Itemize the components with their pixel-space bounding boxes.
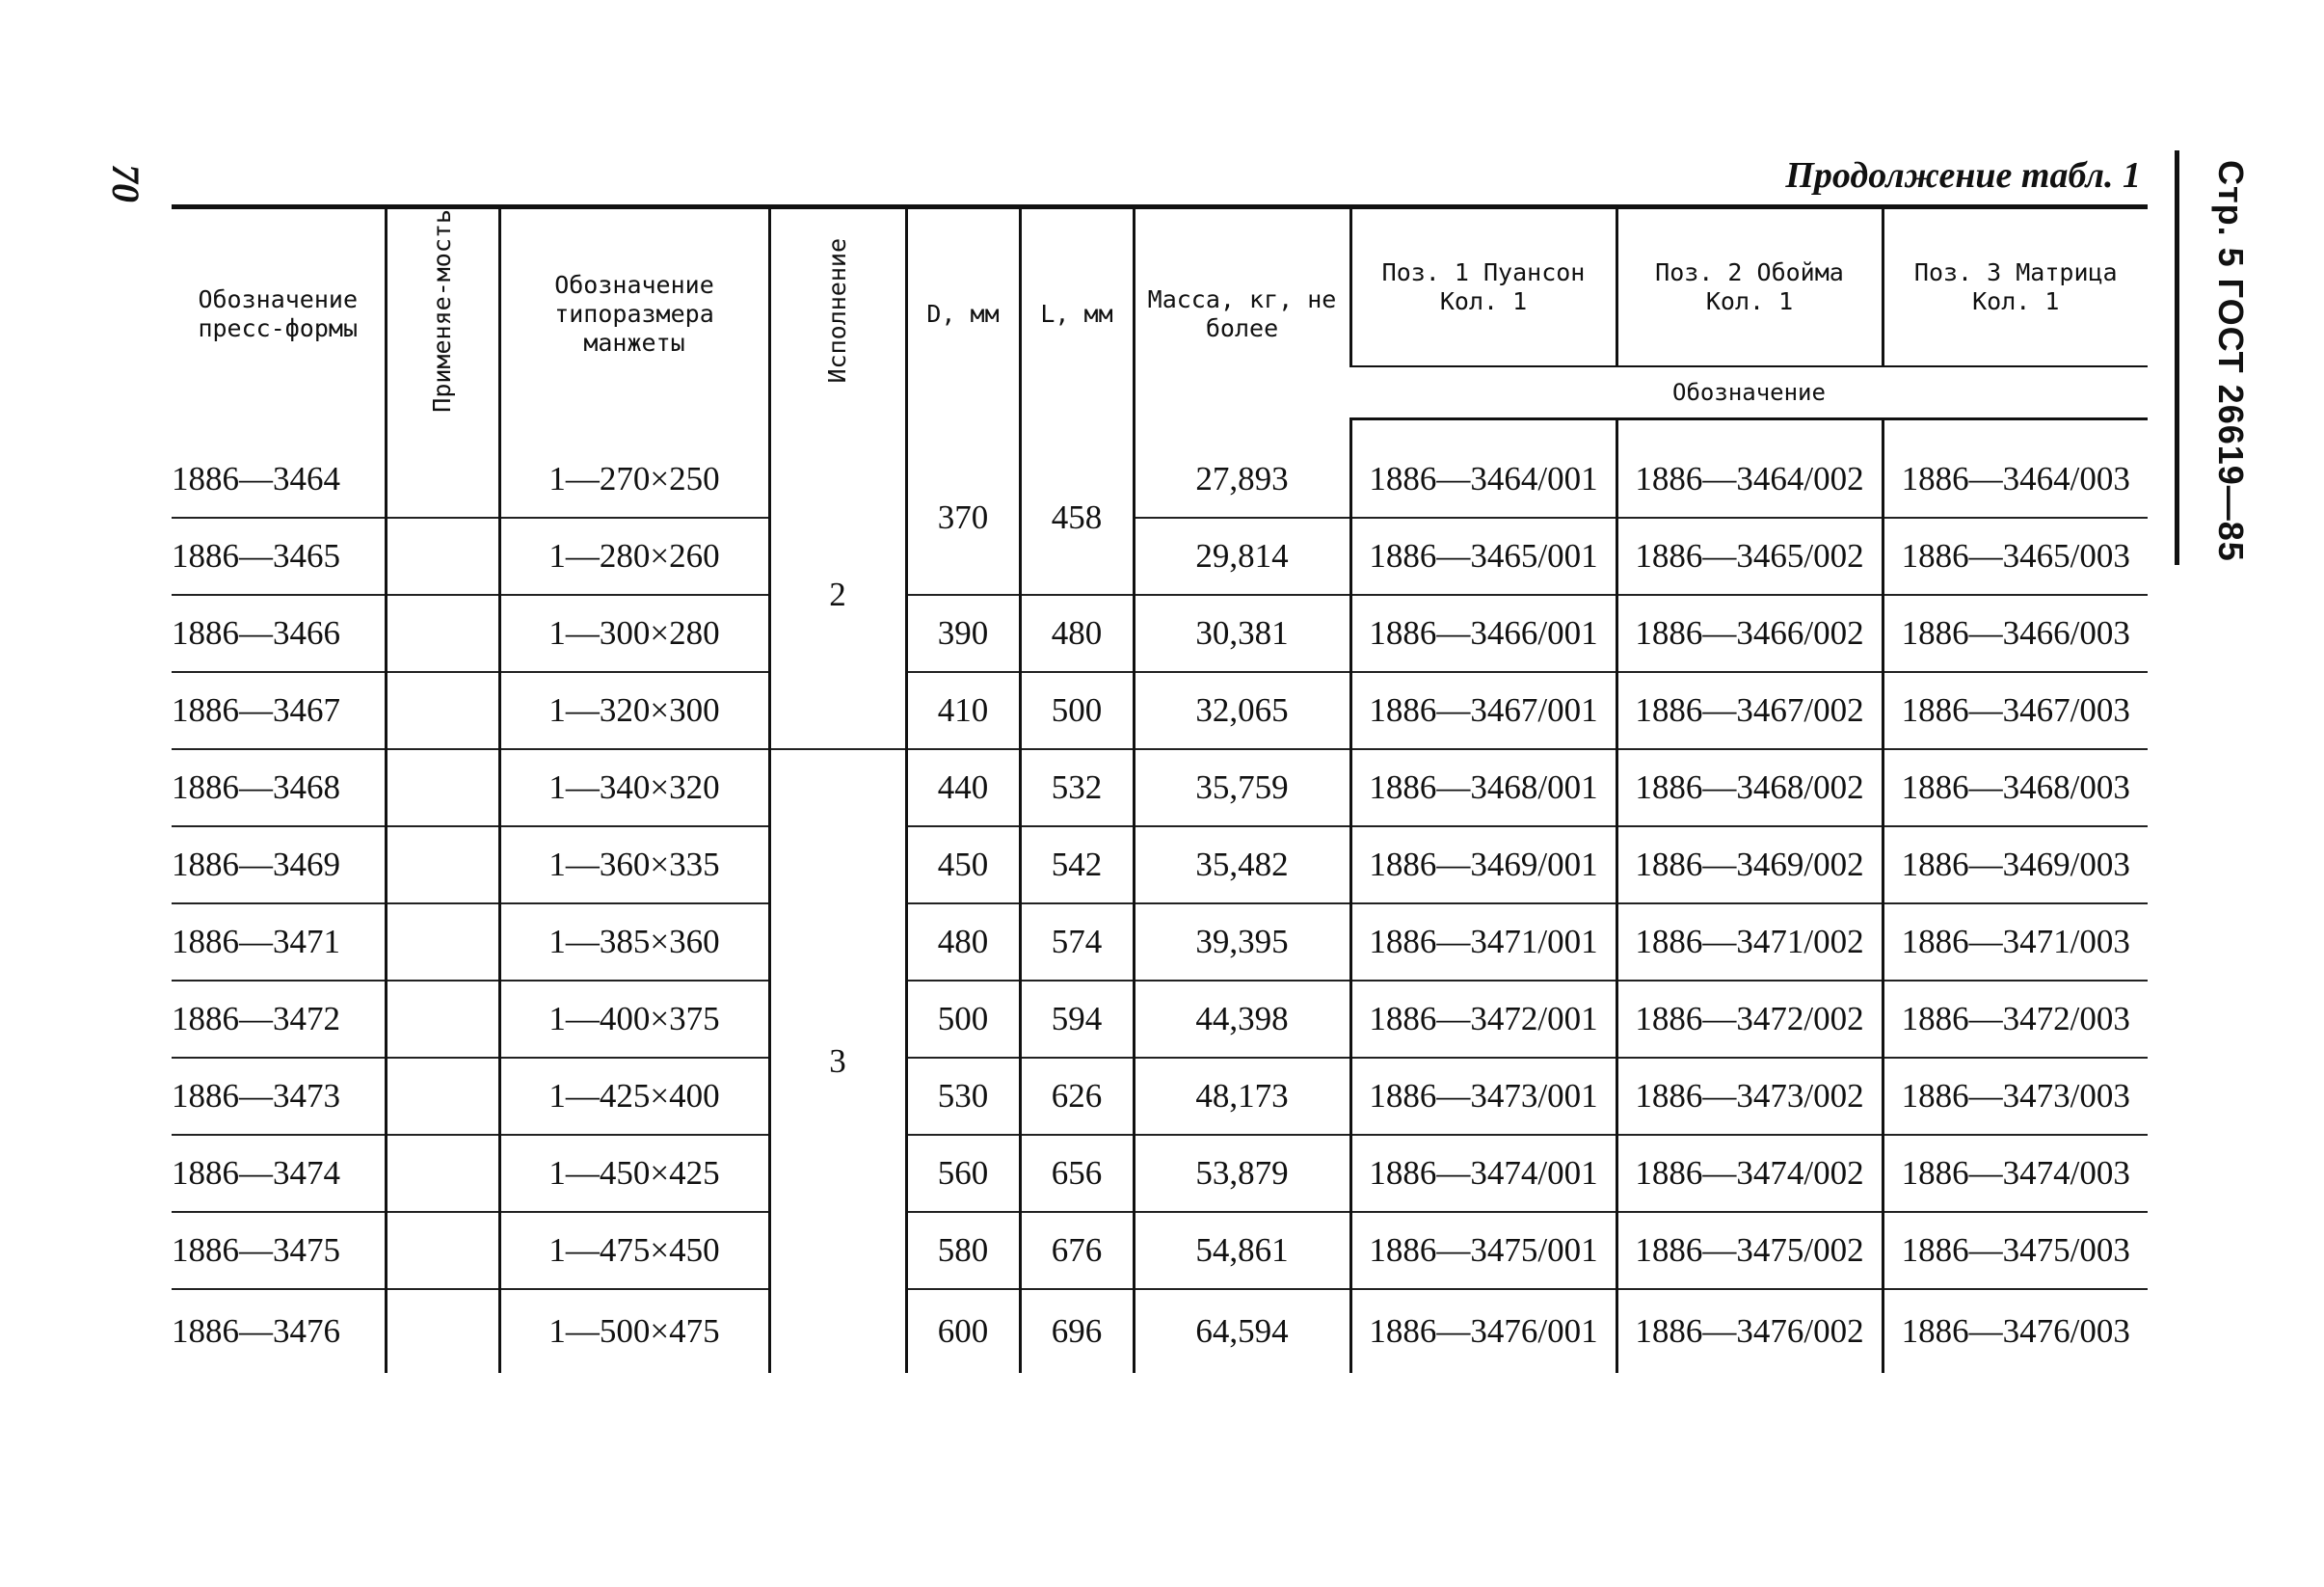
- header-size-designation: Обозначение типоразмера манжеты: [499, 207, 769, 419]
- cell-size: 1—270×250: [499, 442, 769, 518]
- side-stamp: Стр. 5 ГОСТ 26619—85: [2211, 160, 2251, 562]
- cell-pos1: 1886—3468/001: [1350, 749, 1616, 826]
- cell-pos3: 1886—3476/003: [1883, 1289, 2148, 1373]
- parts-table: [172, 204, 2148, 1373]
- header-pos1: Поз. 1 Пуансон Кол. 1: [1350, 207, 1616, 366]
- cell-mass: 32,065: [1134, 672, 1350, 749]
- header-version-text: Исполнение: [823, 238, 851, 384]
- table-row: [172, 518, 2148, 595]
- cell-d: 440: [906, 749, 1020, 826]
- cell-code: 1886—3467: [172, 672, 386, 749]
- table-row: [172, 981, 2148, 1058]
- table-row: [172, 672, 2148, 749]
- cell-applicability: [386, 595, 499, 672]
- cell-applicability: [386, 1058, 499, 1135]
- cell-d: 580: [906, 1212, 1020, 1289]
- cell-code: 1886—3466: [172, 595, 386, 672]
- cell-pos1: 1886—3466/001: [1350, 595, 1616, 672]
- cell-pos2: 1886—3474/002: [1616, 1135, 1883, 1212]
- cell-code: 1886—3469: [172, 826, 386, 903]
- table-row: [172, 749, 2148, 826]
- cell-applicability: [386, 1135, 499, 1212]
- cell-pos1: 1886—3469/001: [1350, 826, 1616, 903]
- cell-code: 1886—3471: [172, 903, 386, 981]
- cell-code: 1886—3472: [172, 981, 386, 1058]
- table-row: [172, 1212, 2148, 1289]
- cell-applicability: [386, 518, 499, 595]
- cell-code: 1886—3464: [172, 442, 386, 518]
- cell-code: 1886—3468: [172, 749, 386, 826]
- cell-l: 532: [1020, 749, 1134, 826]
- cell-applicability: [386, 1289, 499, 1373]
- cell-pos2: 1886—3471/002: [1616, 903, 1883, 981]
- cell-pos3: 1886—3465/003: [1883, 518, 2148, 595]
- table-body: [172, 419, 2148, 1374]
- cell-size: 1—385×360: [499, 903, 769, 981]
- cell-applicability: [386, 903, 499, 981]
- cell-mass: 35,482: [1134, 826, 1350, 903]
- cell-size: 1—340×320: [499, 749, 769, 826]
- cell-pos3: 1886—3475/003: [1883, 1212, 2148, 1289]
- cell-l: 542: [1020, 826, 1134, 903]
- cell-l: 594: [1020, 981, 1134, 1058]
- cell-pos2: 1886—3473/002: [1616, 1058, 1883, 1135]
- cell-pos1: 1886—3475/001: [1350, 1212, 1616, 1289]
- cell-l: 656: [1020, 1135, 1134, 1212]
- cell-code: 1886—3465: [172, 518, 386, 595]
- cell-pos2: 1886—3476/002: [1616, 1289, 1883, 1373]
- cell-d: 480: [906, 903, 1020, 981]
- cell-d: 600: [906, 1289, 1020, 1373]
- cell-d: 370: [906, 442, 1020, 595]
- cell-version: 2: [769, 442, 906, 749]
- cell-l: 500: [1020, 672, 1134, 749]
- cell-pos1: 1886—3465/001: [1350, 518, 1616, 595]
- header-pos3: Поз. 3 Матрица Кол. 1: [1883, 207, 2148, 366]
- cell-l: 574: [1020, 903, 1134, 981]
- cell-code: 1886—3474: [172, 1135, 386, 1212]
- table-row: [172, 595, 2148, 672]
- cell-l: 480: [1020, 595, 1134, 672]
- header-applicability-text: Применяе-мость: [428, 209, 456, 413]
- table-caption: Продолжение табл. 1: [1785, 155, 2141, 196]
- header-designation-group: Обозначение: [1350, 366, 2148, 419]
- cell-applicability: [386, 981, 499, 1058]
- cell-pos3: 1886—3464/003: [1883, 442, 2148, 518]
- cell-mass: 35,759: [1134, 749, 1350, 826]
- header-pos2: Поз. 2 Обойма Кол. 1: [1616, 207, 1883, 366]
- cell-l: 676: [1020, 1212, 1134, 1289]
- cell-d: 390: [906, 595, 1020, 672]
- cell-pos2: 1886—3475/002: [1616, 1212, 1883, 1289]
- cell-applicability: [386, 749, 499, 826]
- cell-d: 530: [906, 1058, 1020, 1135]
- cell-pos2: 1886—3467/002: [1616, 672, 1883, 749]
- cell-pos3: 1886—3474/003: [1883, 1135, 2148, 1212]
- table-row: [172, 826, 2148, 903]
- cell-l: 696: [1020, 1289, 1134, 1373]
- cell-pos3: 1886—3472/003: [1883, 981, 2148, 1058]
- side-stamp-rule: [2175, 150, 2179, 565]
- cell-pos3: 1886—3468/003: [1883, 749, 2148, 826]
- cell-code: 1886—3476: [172, 1312, 340, 1351]
- cell-version: 3: [769, 749, 906, 1373]
- cell-pos3: 1886—3471/003: [1883, 903, 2148, 981]
- cell-pos2: 1886—3469/002: [1616, 826, 1883, 903]
- cell-mass: 48,173: [1134, 1058, 1350, 1135]
- cell-pos3: 1886—3466/003: [1883, 595, 2148, 672]
- cell-l: 626: [1020, 1058, 1134, 1135]
- cell-code: 1886—3473: [172, 1058, 386, 1135]
- cell-l: 458: [1020, 442, 1134, 595]
- spacer-row: [172, 419, 2148, 443]
- cell-size: 1—475×450: [499, 1212, 769, 1289]
- cell-size: 1—320×300: [499, 672, 769, 749]
- cell-size: 1—360×335: [499, 826, 769, 903]
- header-designation: Обозначение пресс-формы: [172, 207, 386, 419]
- cell-size: 1—280×260: [499, 518, 769, 595]
- table-row: [172, 903, 2148, 981]
- cell-pos2: 1886—3465/002: [1616, 518, 1883, 595]
- cell-pos2: 1886—3466/002: [1616, 595, 1883, 672]
- header-l: L, мм: [1020, 207, 1134, 419]
- cell-pos3: 1886—3473/003: [1883, 1058, 2148, 1135]
- cell-pos3: 1886—3467/003: [1883, 672, 2148, 749]
- cell-pos1: 1886—3467/001: [1350, 672, 1616, 749]
- cell-pos1: 1886—3476/001: [1350, 1289, 1616, 1373]
- page-number: 70: [104, 164, 147, 202]
- cell-d: 410: [906, 672, 1020, 749]
- cell-applicability: [386, 826, 499, 903]
- cell-mass: 64,594: [1134, 1289, 1350, 1373]
- cell-size: 1—300×280: [499, 595, 769, 672]
- cell-d: 450: [906, 826, 1020, 903]
- cell-size: 1—400×375: [499, 981, 769, 1058]
- cell-pos2: 1886—3468/002: [1616, 749, 1883, 826]
- cell-pos1: 1886—3472/001: [1350, 981, 1616, 1058]
- table-container: [172, 204, 2148, 1421]
- cell-mass: 29,814: [1134, 518, 1350, 595]
- cell-pos1: 1886—3471/001: [1350, 903, 1616, 981]
- table-row: [172, 1058, 2148, 1135]
- cell-pos2: 1886—3464/002: [1616, 442, 1883, 518]
- cell-size: 1—450×425: [499, 1135, 769, 1212]
- cell-mass: 53,879: [1134, 1135, 1350, 1212]
- cell-code: 1886—3475: [172, 1212, 386, 1289]
- cell-mass: 39,395: [1134, 903, 1350, 981]
- cell-pos2: 1886—3472/002: [1616, 981, 1883, 1058]
- header-mass: Масса, кг, не более: [1134, 207, 1350, 419]
- cell-mass: 44,398: [1134, 981, 1350, 1058]
- table-row: [172, 442, 2148, 518]
- cell-pos1: 1886—3473/001: [1350, 1058, 1616, 1135]
- cell-pos1: 1886—3464/001: [1350, 442, 1616, 518]
- cell-size: 1—500×475: [499, 1289, 769, 1373]
- cell-applicability: [386, 442, 499, 518]
- cell-mass: 27,893: [1134, 442, 1350, 518]
- cell-d: 500: [906, 981, 1020, 1058]
- table-row: [172, 1289, 2148, 1373]
- cell-mass: 30,381: [1134, 595, 1350, 672]
- header-version: [769, 207, 906, 419]
- cell-d: 560: [906, 1135, 1020, 1212]
- header-d: D, мм: [906, 207, 1020, 419]
- cell-pos3: 1886—3469/003: [1883, 826, 2148, 903]
- cell-pos1: 1886—3474/001: [1350, 1135, 1616, 1212]
- header-applicability: [386, 207, 499, 419]
- table-row: [172, 1135, 2148, 1212]
- cell-applicability: [386, 1212, 499, 1289]
- cell-applicability: [386, 672, 499, 749]
- cell-mass: 54,861: [1134, 1212, 1350, 1289]
- cell-size: 1—425×400: [499, 1058, 769, 1135]
